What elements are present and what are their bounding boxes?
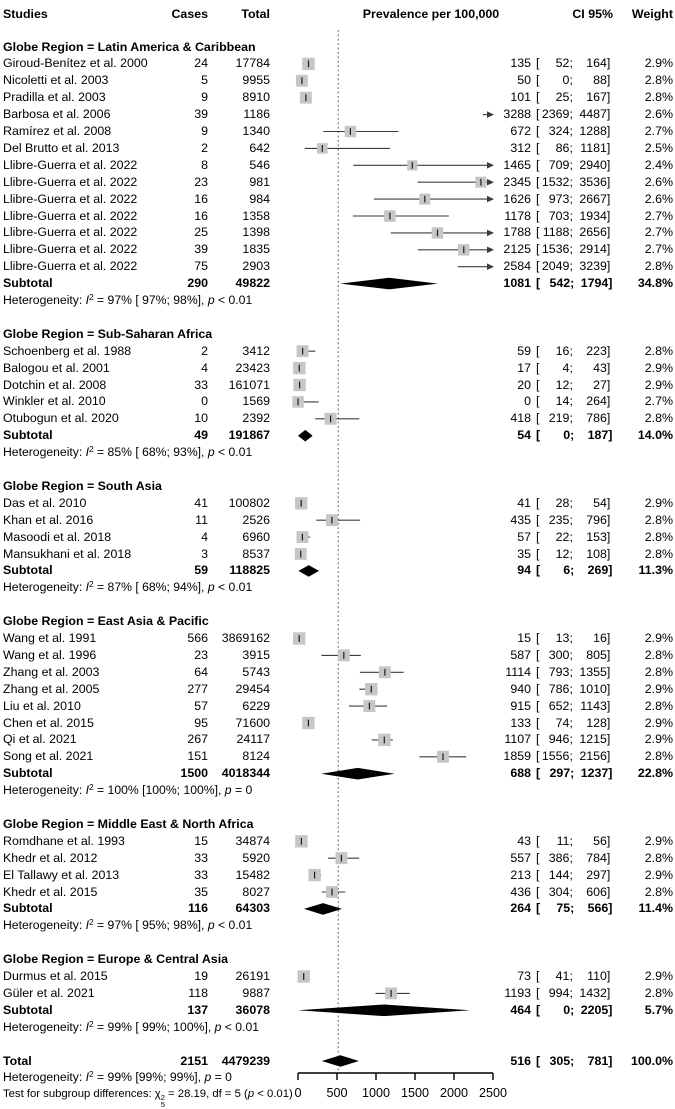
ci-value: [ 219; 786]	[536, 411, 611, 426]
ci-value: [ 1188; 2656]	[536, 225, 611, 240]
prevalence-value: 101	[510, 90, 531, 105]
weight-value: 2.7%	[644, 394, 673, 409]
total-value: 1186	[243, 107, 270, 122]
weight-value: 2.9%	[644, 681, 673, 696]
total-value: 3412	[242, 343, 270, 358]
cases-value: 0	[201, 394, 208, 409]
study-name: Ramírez et al. 2008	[3, 124, 112, 138]
study-name: Balogou et al. 2001	[3, 360, 110, 375]
ci-value: [ 1536; 2914]	[536, 242, 611, 257]
prevalence-value: 50	[517, 73, 531, 88]
pooled-row-label: Subtotal	[3, 563, 53, 578]
ci-value: [ 703; 1934]	[536, 208, 611, 223]
weight-value: 2.9%	[644, 377, 673, 392]
study-name: Song et al. 2021	[3, 749, 94, 764]
weight-value: 2.6%	[644, 174, 673, 189]
study-name: Güler et al. 2021	[3, 985, 95, 1000]
clip-arrow-icon	[487, 230, 494, 237]
total-value: 4018344	[221, 766, 270, 781]
pooled-row-label: Total	[3, 1053, 32, 1068]
ci-value: [ 0; 88]	[536, 73, 611, 88]
pooled-diamond	[340, 278, 438, 290]
cases-value: 277	[187, 681, 208, 696]
total-value: 3869162	[221, 631, 270, 645]
cases-value: 2151	[180, 1053, 208, 1068]
weight-value: 2.8%	[644, 546, 673, 561]
weight-value: 2.9%	[644, 867, 673, 882]
clip-arrow-icon	[487, 247, 494, 254]
total-value: 15482	[235, 867, 270, 882]
cases-value: 39	[194, 242, 208, 257]
prevalence-value: 1193	[504, 985, 531, 1000]
ci-value: [ 41; 110]	[536, 969, 611, 983]
study-name: Das et al. 2010	[3, 495, 87, 510]
prevalence-value: 1114	[505, 664, 531, 679]
cases-value: 16	[194, 208, 208, 223]
cases-value: 116	[188, 901, 208, 916]
clip-arrow-icon	[487, 179, 494, 186]
prevalence-value: 940	[510, 681, 531, 696]
cases-value: 23	[194, 647, 208, 662]
ci-value: [ 25; 167]	[536, 90, 611, 105]
weight-value: 2.8%	[644, 884, 673, 899]
ci-value: [ 786; 1010]	[536, 681, 611, 696]
pooled-diamond	[298, 1005, 470, 1017]
group-title: Globe Region = Latin America & Caribbean	[3, 39, 256, 54]
weight-value: 22.8%	[637, 766, 673, 781]
study-name: Nicoletti et al. 2003	[3, 73, 109, 88]
ci-value: [ 297; 1237]	[536, 766, 613, 781]
total-value: 642	[249, 140, 270, 155]
ci-value: [ 13; 16]	[536, 631, 611, 645]
weight-value: 2.7%	[644, 124, 673, 138]
total-value: 1835	[242, 242, 270, 257]
study-name: Pradilla et al. 2003	[3, 90, 106, 105]
cases-value: 16	[194, 191, 208, 206]
group-title: Globe Region = Middle East & North Africa	[3, 816, 254, 831]
cases-value: 9	[201, 124, 208, 138]
weight-value: 2.6%	[644, 191, 673, 206]
ci-value: [ 144; 297]	[536, 867, 611, 882]
prevalence-value: 17	[517, 360, 531, 375]
column-header-weight: Weight	[631, 7, 673, 21]
column-header-total: Total	[241, 7, 270, 21]
column-header-ci: CI 95%	[572, 7, 613, 21]
prevalence-value: 312	[510, 140, 531, 155]
heterogeneity-note: Heterogeneity: $I^2 = 87\%$ [ 68%; 94%], p < 0.01	[3, 579, 253, 595]
cases-value: 19	[194, 969, 208, 983]
cases-value: 290	[187, 276, 208, 291]
cases-value: 39	[194, 107, 208, 122]
ci-value: [ 11; 56]	[536, 833, 611, 848]
total-value: 2903	[242, 259, 270, 274]
ci-value: [ 1532; 3536]	[536, 174, 611, 189]
cases-value: 41	[194, 495, 208, 510]
weight-value: 2.8%	[644, 850, 673, 865]
study-name: Llibre-Guerra et al. 2022	[3, 174, 138, 189]
total-value: 2526	[242, 512, 270, 527]
prevalence-value: 94	[517, 563, 531, 578]
total-value: 6960	[242, 529, 270, 544]
weight-value: 2.8%	[644, 529, 673, 544]
total-value: 8027	[242, 884, 270, 899]
total-value: 71600	[235, 715, 270, 730]
ci-value: [ 1556; 2156]	[536, 749, 611, 764]
cases-value: 8	[201, 157, 208, 172]
study-name: Llibre-Guerra et al. 2022	[3, 242, 138, 257]
clip-arrow-icon	[487, 111, 494, 118]
prevalence-value: 1859	[503, 749, 531, 764]
prevalence-value: 418	[510, 411, 531, 426]
ci-value: [ 22; 153]	[536, 529, 611, 544]
column-header-prevalence: Prevalence per 100,000	[362, 7, 500, 21]
study-name: Llibre-Guerra et al. 2022	[3, 259, 138, 274]
weight-value: 2.8%	[644, 698, 673, 713]
cases-value: 2	[201, 343, 208, 358]
cases-value: 4	[201, 360, 208, 375]
total-value: 26191	[235, 969, 270, 983]
prevalence-value: 672	[510, 124, 531, 138]
cases-value: 23	[194, 174, 208, 189]
total-value: 2392	[242, 411, 270, 426]
study-name: Qi et al. 2021	[3, 732, 77, 747]
cases-value: 75	[194, 259, 208, 274]
clip-arrow-icon	[487, 162, 494, 169]
total-value: 34874	[235, 833, 270, 848]
total-value: 981	[249, 174, 270, 189]
ci-value: [ 14; 264]	[536, 394, 611, 409]
prevalence-value: 41	[517, 495, 531, 510]
x-axis-tick-label: 500	[326, 1086, 348, 1100]
ci-value: [ 994; 1432]	[536, 985, 611, 1000]
total-value: 3915	[242, 647, 270, 662]
prevalence-value: 264	[510, 901, 531, 916]
cases-value: 4	[201, 529, 208, 544]
prevalence-value: 0	[524, 394, 531, 409]
total-value: 8124	[242, 749, 270, 764]
weight-value: 34.8%	[637, 276, 673, 291]
weight-value: 14.0%	[637, 428, 673, 443]
ci-value: [ 946; 1215]	[536, 732, 611, 747]
weight-value: 2.9%	[644, 495, 673, 510]
prevalence-value: 688	[510, 766, 531, 781]
total-value: 1358	[242, 208, 270, 223]
study-name: Otubogun et al. 2020	[3, 411, 119, 426]
clip-arrow-icon	[487, 263, 494, 270]
total-value: 1340	[242, 124, 270, 138]
prevalence-value: 54	[517, 428, 531, 443]
study-name: Khedr et al. 2015	[3, 884, 98, 899]
study-name: Masoodi et al. 2018	[3, 529, 112, 544]
cases-value: 5	[201, 73, 208, 88]
clip-arrow-icon	[487, 196, 494, 203]
study-name: Zhang et al. 2003	[3, 664, 100, 679]
prevalence-value: 1465	[503, 157, 531, 172]
weight-value: 2.8%	[644, 90, 673, 105]
heterogeneity-note: Heterogeneity: $I^2 = 100\%$ [100%; 100%], p = 0	[3, 782, 253, 798]
study-name: Khan et al. 2016	[3, 512, 94, 527]
ci-value: [ 2049; 3239]	[536, 259, 611, 274]
ci-value: [ 12; 108]	[536, 546, 611, 561]
pooled-diamond	[322, 1055, 359, 1067]
total-value: 29454	[235, 681, 270, 696]
x-axis-tick-label: 1500	[400, 1086, 430, 1100]
weight-value: 2.8%	[644, 985, 673, 1000]
study-name: Schoenberg et al. 1988	[3, 343, 132, 358]
study-name: Khedr et al. 2012	[3, 850, 98, 865]
pooled-diamond	[321, 768, 394, 780]
prevalence-value: 1626	[503, 191, 531, 206]
total-value: 984	[249, 191, 270, 206]
study-name: Llibre-Guerra et al. 2022	[3, 208, 138, 223]
total-value: 546	[249, 157, 270, 172]
prevalence-value: 2125	[503, 242, 531, 257]
cases-value: 151	[187, 749, 208, 764]
total-value: 118825	[229, 563, 270, 578]
total-value: 1398	[242, 225, 270, 240]
study-name: Romdhane et al. 1993	[3, 833, 125, 848]
cases-value: 33	[194, 867, 208, 882]
subgroup-test-note: Test for subgroup differences: χ 2 5 = 28.19, df = 5 (p < 0.01)	[3, 1088, 293, 1109]
ci-value: [ 300; 805]	[536, 647, 611, 662]
total-value: 191867	[228, 428, 270, 443]
total-value: 1569	[242, 394, 270, 409]
weight-value: 2.8%	[644, 749, 673, 764]
total-value: 64303	[235, 901, 270, 916]
total-value: 100802	[228, 495, 270, 510]
total-value: 5920	[242, 850, 270, 865]
prevalence-value: 915	[510, 698, 531, 713]
heterogeneity-note: Heterogeneity: $I^2 = 97\%$ [ 95%; 98%], p < 0.01	[3, 917, 253, 933]
total-value: 8910	[242, 90, 270, 105]
prevalence-value: 73	[517, 969, 531, 983]
study-name: Dotchin et al. 2008	[3, 377, 107, 392]
weight-value: 2.8%	[644, 411, 673, 426]
x-axis-tick-label: 1000	[361, 1086, 391, 1100]
weight-value: 2.8%	[644, 343, 673, 358]
weight-value: 100.0%	[630, 1053, 673, 1068]
prevalence-value: 516	[510, 1053, 531, 1068]
ci-value: [ 793; 1355]	[536, 664, 611, 679]
weight-value: 2.9%	[644, 715, 673, 730]
cases-value: 11	[195, 512, 208, 527]
cases-value: 1500	[180, 766, 208, 781]
ci-value: [ 709; 2940]	[536, 157, 611, 172]
cases-value: 33	[194, 377, 208, 392]
ci-value: [ 652; 1143]	[536, 698, 611, 713]
prevalence-value: 557	[510, 850, 531, 865]
prevalence-value: 1788	[503, 225, 531, 240]
column-header-cases: Cases	[171, 7, 208, 21]
pooled-row-label: Subtotal	[3, 766, 53, 781]
weight-value: 2.7%	[644, 225, 673, 240]
prevalence-value: 464	[510, 1002, 531, 1017]
weight-value: 2.5%	[644, 140, 673, 155]
ci-value: [ 304; 606]	[536, 884, 611, 899]
weight-value: 2.6%	[644, 107, 673, 122]
group-title: Globe Region = South Asia	[3, 478, 162, 493]
prevalence-value: 57	[517, 529, 531, 544]
cases-value: 2	[201, 140, 208, 155]
total-value: 24117	[236, 732, 270, 747]
ci-value: [ 0; 187]	[536, 428, 613, 443]
study-name: Zhang et al. 2005	[3, 681, 100, 696]
prevalence-value: 1107	[504, 732, 531, 747]
ci-value: [ 52; 164]	[536, 56, 611, 71]
x-axis-tick-label: 2000	[439, 1086, 469, 1100]
ci-value: [ 542; 1794]	[536, 276, 613, 291]
pooled-diamond	[298, 430, 313, 442]
x-axis-tick-label: 2500	[478, 1086, 508, 1100]
prevalence-value: 20	[517, 377, 531, 392]
prevalence-value: 135	[510, 56, 531, 71]
study-name: Llibre-Guerra et al. 2022	[3, 225, 138, 240]
group-title: Globe Region = Europe & Central Asia	[3, 952, 229, 967]
cases-value: 267	[187, 732, 208, 747]
total-value: 161071	[228, 377, 270, 392]
cases-value: 57	[194, 698, 208, 713]
prevalence-value: 587	[510, 647, 531, 662]
total-value: 9955	[242, 73, 270, 88]
weight-value: 11.3%	[638, 563, 673, 578]
pooled-diamond	[299, 565, 320, 577]
prevalence-value: 435	[510, 512, 531, 527]
cases-value: 59	[194, 563, 208, 578]
group-title: Globe Region = Sub-Saharan Africa	[3, 326, 213, 341]
prevalence-value: 1178	[504, 208, 531, 223]
cases-value: 3	[201, 546, 208, 561]
total-value: 23423	[235, 360, 270, 375]
pooled-row-label: Subtotal	[3, 428, 53, 443]
prevalence-value: 2584	[503, 259, 531, 274]
study-name: Barbosa et al. 2006	[3, 107, 111, 122]
prevalence-value: 59	[517, 343, 531, 358]
total-value: 4479239	[221, 1053, 270, 1068]
weight-value: 2.9%	[644, 631, 673, 645]
cases-value: 24	[194, 56, 208, 71]
ci-value: [ 324; 1288]	[536, 124, 611, 138]
ci-value: [ 386; 784]	[536, 850, 611, 865]
study-name: Del Brutto et al. 2013	[3, 140, 120, 155]
x-axis-tick-label: 0	[294, 1086, 302, 1100]
prevalence-value: 436	[510, 884, 531, 899]
total-value: 9887	[242, 985, 270, 1000]
ci-value: [ 16; 223]	[536, 343, 611, 358]
cases-value: 95	[194, 715, 208, 730]
weight-value: 2.8%	[644, 259, 673, 274]
weight-value: 2.8%	[644, 512, 673, 527]
pooled-row-label: Subtotal	[3, 1002, 53, 1017]
pooled-row-label: Subtotal	[3, 276, 53, 291]
cases-value: 64	[194, 664, 208, 679]
study-name: Llibre-Guerra et al. 2022	[3, 191, 138, 206]
prevalence-value: 35	[517, 546, 531, 561]
study-name: Giroud-Benítez et al. 2000	[3, 56, 148, 71]
weight-value: 2.9%	[644, 56, 673, 71]
study-name: Winkler et al. 2010	[3, 394, 106, 409]
weight-value: 2.9%	[644, 969, 673, 983]
total-value: 49822	[235, 276, 270, 291]
weight-value: 2.8%	[644, 73, 673, 88]
prevalence-value: 3288	[503, 107, 531, 122]
cases-value: 49	[194, 428, 208, 443]
heterogeneity-note: Heterogeneity: $I^2 = 85\%$ [ 68%; 93%], p < 0.01	[3, 444, 253, 460]
study-name: Mansukhani et al. 2018	[3, 546, 132, 561]
cases-value: 566	[187, 631, 208, 645]
weight-value: 2.4%	[644, 157, 673, 172]
study-name: Durmus et al. 2015	[3, 969, 108, 983]
heterogeneity-note: Heterogeneity: $I^2 = 97\%$ [ 97%; 98%], p < 0.01	[3, 292, 253, 307]
ci-value: [ 973; 2667]	[536, 191, 611, 206]
column-header-studies: Studies	[3, 7, 48, 21]
cases-value: 118	[188, 985, 208, 1000]
weight-value: 2.9%	[644, 732, 673, 747]
prevalence-value: 213	[510, 867, 531, 882]
weight-value: 2.9%	[644, 833, 673, 848]
ci-value: [ 28; 54]	[536, 495, 611, 510]
weight-value: 11.4%	[638, 901, 673, 916]
weight-value: 5.7%	[644, 1002, 673, 1017]
ci-value: [ 6; 269]	[536, 563, 613, 578]
weight-value: 2.7%	[644, 242, 673, 257]
total-value: 17784	[235, 56, 270, 71]
study-name: Chen et al. 2015	[3, 715, 94, 730]
total-value: 8537	[242, 546, 270, 561]
prevalence-value: 133	[510, 715, 531, 730]
ci-value: [ 74; 128]	[536, 715, 611, 730]
ci-value: [ 4; 43]	[536, 360, 611, 375]
prevalence-value: 2345	[503, 174, 531, 189]
heterogeneity-note-total: Heterogeneity: $I^2 = 99\%$ [99%; 99%], p = 0	[3, 1069, 232, 1085]
heterogeneity-note: Heterogeneity: $I^2 = 99\%$ [ 99%; 100%], p < 0.01	[3, 1018, 260, 1034]
weight-value: 2.9%	[644, 360, 673, 375]
ci-value: [ 305; 781]	[536, 1053, 613, 1068]
cases-value: 15	[194, 833, 208, 848]
group-title: Globe Region = East Asia & Pacific	[3, 614, 209, 629]
pooled-row-label: Subtotal	[3, 901, 53, 916]
pooled-diamond	[304, 903, 342, 915]
total-value: 36078	[235, 1002, 270, 1017]
total-value: 6229	[242, 698, 270, 713]
study-name: Liu et al. 2010	[3, 698, 81, 713]
study-name: Wang et al. 1996	[3, 647, 97, 662]
total-value: 5743	[242, 664, 270, 679]
ci-value: [ 75; 566]	[536, 901, 613, 916]
cases-value: 33	[194, 850, 208, 865]
weight-value: 2.7%	[644, 208, 673, 223]
cases-value: 137	[187, 1002, 208, 1017]
study-name: Wang et al. 1991	[3, 631, 97, 645]
prevalence-value: 15	[517, 631, 531, 645]
ci-value: [ 12; 27]	[536, 377, 611, 392]
ci-value: [ 235; 796]	[536, 512, 611, 527]
weight-value: 2.8%	[644, 647, 673, 662]
ci-value: [ 0; 2205]	[536, 1002, 613, 1017]
ci-value: [ 86; 1181]	[536, 140, 611, 155]
study-name: El Tallawy et al. 2013	[3, 867, 120, 882]
cases-value: 35	[194, 884, 208, 899]
cases-value: 9	[201, 90, 208, 105]
prevalence-value: 43	[517, 833, 531, 848]
cases-value: 25	[194, 225, 208, 240]
weight-value: 2.8%	[644, 664, 673, 679]
study-name: Llibre-Guerra et al. 2022	[3, 157, 138, 172]
prevalence-value: 1081	[503, 276, 531, 291]
cases-value: 10	[194, 411, 208, 426]
ci-value: [ 2369; 4487]	[536, 107, 611, 122]
